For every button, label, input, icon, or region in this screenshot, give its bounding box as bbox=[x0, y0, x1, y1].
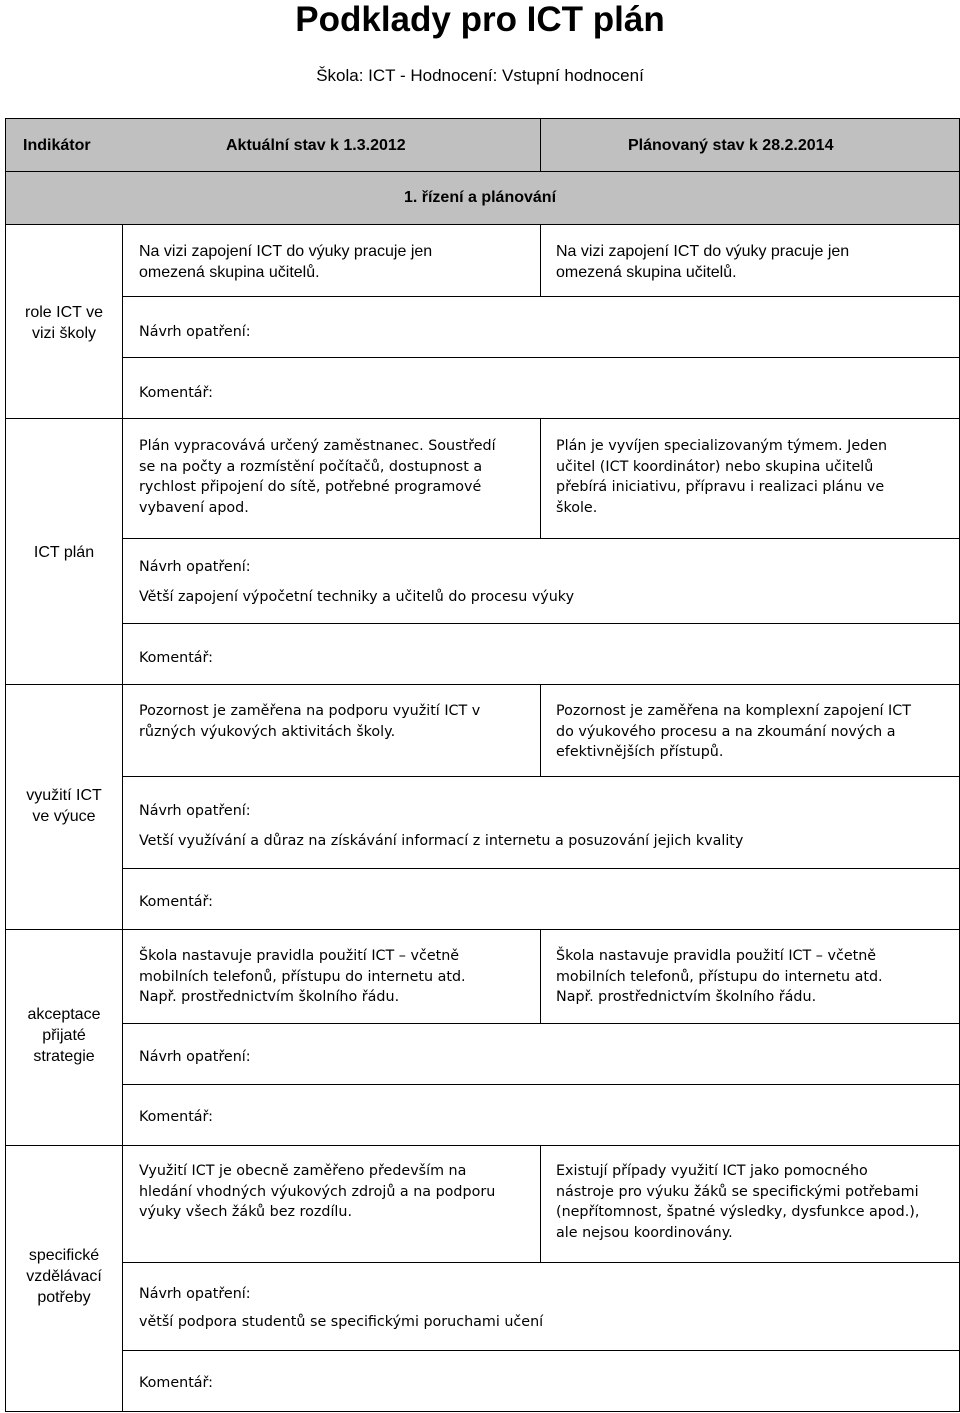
current-state-text: Pozornost je zaměřena na podporu využití ICT v různých výukových aktivitách školy. bbox=[139, 703, 481, 740]
table-border bbox=[5, 418, 960, 419]
table-border bbox=[122, 1350, 960, 1351]
planned-state-text: Plán je vyvíjen specializovaným týmem. Jeden učitel (ICT koordinátor) nebo skupina učitelů přebírá iniciativu, přípravu i realizaci plánu ve škole. bbox=[556, 438, 888, 516]
planned-state-text: Na vizi zapojení ICT do výuky pracuje jen omezená skupina učitelů. bbox=[556, 243, 850, 281]
header-current-state: Aktuální stav k 1.3.2012 bbox=[226, 137, 406, 154]
measure-label: Návrh opatření: bbox=[139, 1049, 251, 1065]
measure-text: větší podpora studentů se specifickými poruchami učení bbox=[139, 1314, 544, 1330]
table-border bbox=[122, 1023, 960, 1024]
planned-state-text: Škola nastavuje pravidla použití ICT – včetně mobilních telefonů, přístupu do internetu atd. Např. prostřednictvím školního řádu. bbox=[556, 948, 883, 1005]
current-state-text: Škola nastavuje pravidla použití ICT – včetně mobilních telefonů, přístupu do internetu atd. Např. prostřednictvím školního řádu. bbox=[139, 948, 466, 1005]
table-border bbox=[5, 1145, 960, 1146]
table-border bbox=[540, 118, 541, 171]
comment-label: Komentář: bbox=[139, 1375, 214, 1391]
table-border bbox=[540, 684, 541, 776]
section-title: 1. řízení a plánování bbox=[403, 189, 557, 206]
header-planned-state: Plánovaný stav k 28.2.2014 bbox=[628, 137, 834, 154]
comment-label: Komentář: bbox=[139, 894, 214, 910]
table-border bbox=[5, 118, 960, 119]
table-border bbox=[5, 929, 960, 930]
comment-label: Komentář: bbox=[139, 650, 214, 666]
table-border bbox=[5, 1411, 960, 1412]
table-border bbox=[5, 224, 960, 225]
school-subtitle: Škola: ICT - Hodnocení: Vstupní hodnocení bbox=[316, 66, 644, 85]
page-title: Podklady pro ICT plán bbox=[295, 0, 665, 39]
table-border bbox=[5, 684, 960, 685]
indicator-label: akceptace přijaté strategie bbox=[27, 1006, 101, 1065]
table-border bbox=[540, 929, 541, 1023]
indicator-label: využití ICT ve výuce bbox=[26, 787, 102, 825]
comment-label: Komentář: bbox=[139, 385, 214, 401]
table-border bbox=[5, 171, 960, 172]
table-border bbox=[122, 296, 960, 297]
table-border bbox=[540, 418, 541, 538]
table-border bbox=[122, 776, 960, 777]
measure-text: Větší zapojení výpočetní techniky a učitelů do procesu výuky bbox=[139, 589, 575, 605]
measure-label: Návrh opatření: bbox=[139, 803, 251, 819]
table-border bbox=[540, 224, 541, 296]
table-border bbox=[122, 357, 960, 358]
table-border bbox=[122, 538, 960, 539]
table-border bbox=[122, 224, 123, 1412]
indicator-label: specifické vzdělávací potřeby bbox=[26, 1247, 102, 1306]
indicator-label: ICT plán bbox=[33, 544, 95, 561]
current-state-text: Na vizi zapojení ICT do výuky pracuje jen omezená skupina učitelů. bbox=[139, 243, 433, 281]
table-border bbox=[122, 1084, 960, 1085]
measure-label: Návrh opatření: bbox=[139, 559, 251, 575]
indicator-label: role ICT ve vizi školy bbox=[25, 304, 103, 342]
current-state-text: Plán vypracovává určený zaměstnanec. Soustředí se na počty a rozmístění počítačů, dostupnost a rychlost připojení do sítě, potřebné programové vybavení apod. bbox=[139, 438, 496, 516]
planned-state-text: Pozornost je zaměřena na komplexní zapojení ICT do výukového procesu a na zkoumání nových a efektivnějších přístupů. bbox=[556, 703, 911, 760]
table-border bbox=[122, 623, 960, 624]
measure-text: Vetší využívání a důraz na získávání informací z internetu a posuzování jejich kvality bbox=[139, 833, 744, 849]
table-border bbox=[540, 1145, 541, 1262]
table-border bbox=[122, 1262, 960, 1263]
planned-state-text: Existují případy využití ICT jako pomocného nástroje pro výuku žáků se specifickými potřebami (nepřítomnost, špatné výsledky, dysfunkce apod.), ale nejsou koordinovány. bbox=[556, 1163, 920, 1241]
measure-label: Návrh opatření: bbox=[139, 1286, 251, 1302]
table-border bbox=[122, 868, 960, 869]
current-state-text: Využití ICT je obecně zaměřeno především na hledání vhodných výukových zdrojů a na podporu výuky všech žáků bez rozdílu. bbox=[139, 1163, 496, 1220]
measure-label: Návrh opatření: bbox=[139, 324, 251, 340]
comment-label: Komentář: bbox=[139, 1109, 214, 1125]
header-indicator: Indikátor bbox=[23, 137, 91, 154]
